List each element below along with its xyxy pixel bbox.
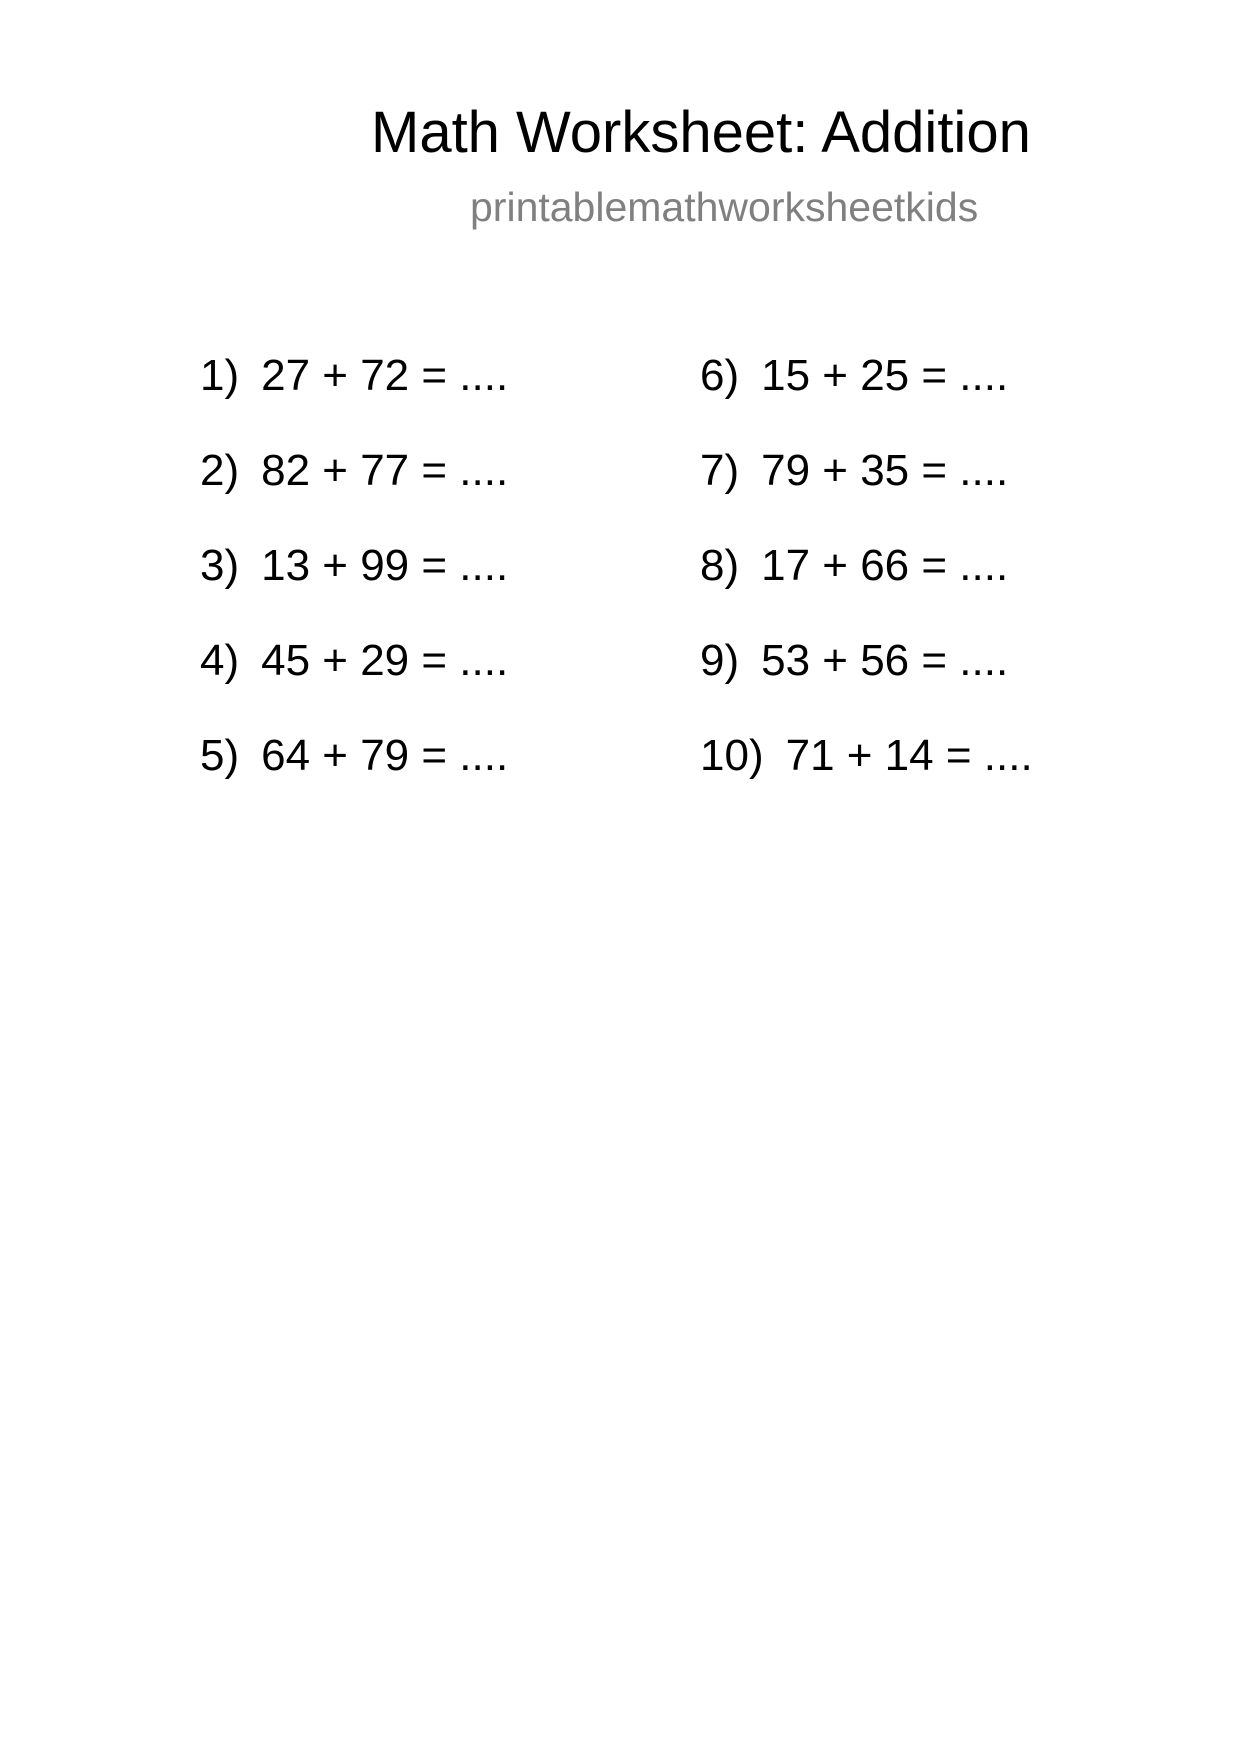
problem-item: [200, 350, 508, 445]
page-title: Math Worksheet: Addition: [371, 100, 1031, 165]
problem-expression: 79 + 35 = ....: [761, 446, 1009, 495]
problem-number: 9): [700, 636, 740, 685]
problem-number: 7): [700, 446, 740, 495]
problem-number: 6): [700, 351, 740, 400]
problem-expression: 17 + 66 = ....: [761, 541, 1009, 590]
problem-item: [700, 730, 1033, 825]
problem-column-right: [700, 350, 1033, 825]
problem-number: 10): [700, 731, 764, 780]
problem-item: [700, 350, 1033, 445]
problem-number: 4): [200, 636, 240, 685]
page-subtitle: printablemathworksheetkids: [470, 184, 979, 230]
problem-expression: 82 + 77 = ....: [261, 446, 509, 495]
problem-item: [200, 540, 508, 635]
problem-item: [200, 635, 508, 730]
problem-expression: 71 + 14 = ....: [785, 731, 1033, 780]
problem-expression: 15 + 25 = ....: [761, 351, 1009, 400]
problem-item: [700, 635, 1033, 730]
problem-column-left: [200, 350, 508, 825]
problem-number: 8): [700, 541, 740, 590]
problem-expression: 45 + 29 = ....: [261, 636, 509, 685]
problem-item: [200, 445, 508, 540]
problem-number: 1): [200, 351, 240, 400]
problem-expression: 64 + 79 = ....: [261, 731, 509, 780]
problem-expression: 53 + 56 = ....: [761, 636, 1009, 685]
problem-item: [700, 540, 1033, 635]
problem-expression: 27 + 72 = ....: [261, 351, 509, 400]
problem-number: 3): [200, 541, 240, 590]
problem-expression: 13 + 99 = ....: [261, 541, 509, 590]
problem-item: [200, 730, 508, 825]
problem-number: 2): [200, 446, 240, 495]
problem-number: 5): [200, 731, 240, 780]
problem-item: [700, 445, 1033, 540]
